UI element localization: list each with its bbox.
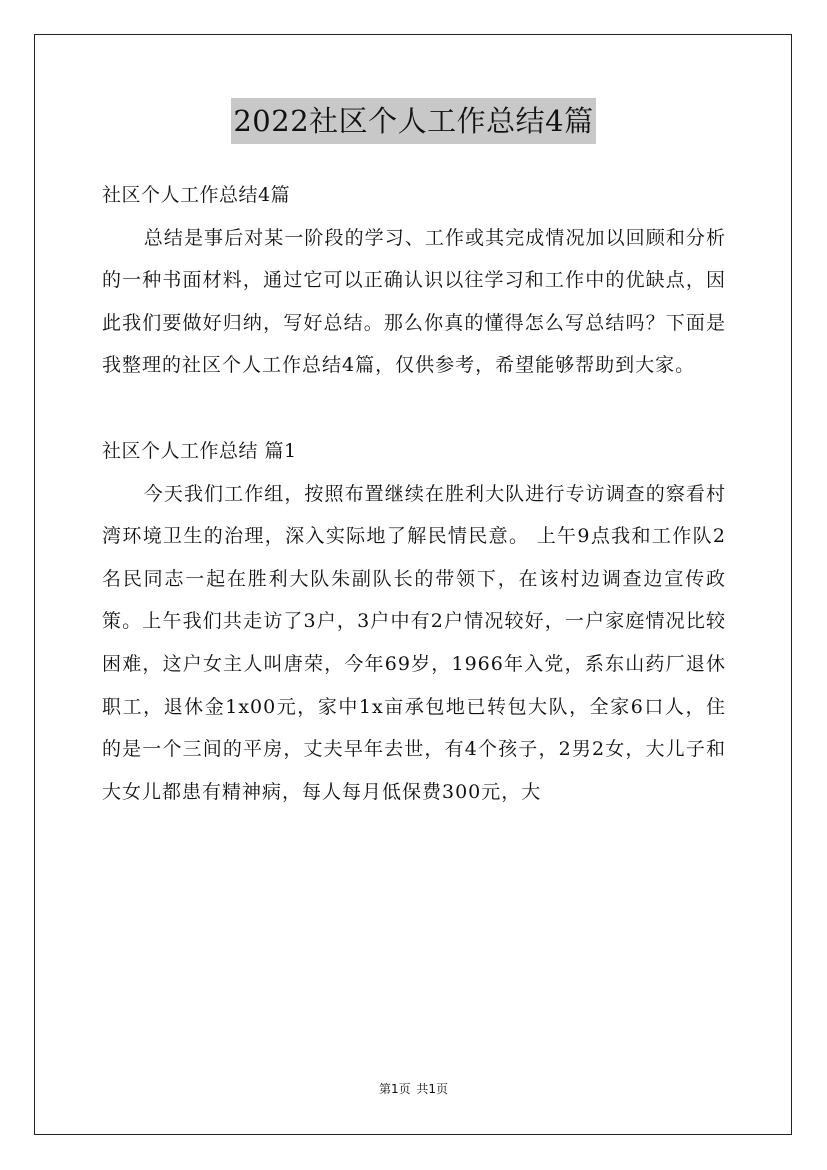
intro-paragraph: 总结是事后对某一阶段的学习、工作或其完成情况加以回顾和分析的一种书面材料，通过它可以正确认识以往学习和工作中的优缺点，因此我们要做好归纳，写好总结。那么你真的懂得怎么写总结吗？下面是我整理的社区个人工作总结4篇，仅供参考，希望能够帮助到大家。 xyxy=(102,226,726,377)
document-body xyxy=(102,174,726,813)
section-heading: 社区个人工作总结 篇1 xyxy=(102,439,297,462)
page-footer xyxy=(0,1080,827,1098)
total-pages: 共1页 xyxy=(416,1082,449,1096)
title-container xyxy=(0,98,827,144)
section-paragraph: 今天我们工作组，按照布置继续在胜利大队进行专访调查的察看村湾环境卫生的治理，深入实际地了解民情民意。 上午9点我和工作队2名民同志一起在胜利大队朱副队长的带领下，在该村边调查边宣传政策。上午我们共走访了3户，3户中有2户情况较好，一户家庭情况比较困难，这户女主人叫唐荣，今年69岁，1966年入党，系东山药厂退休职工，退休金1x00元，家中1x亩承包地已转包大队，全家6口人，住的是一个三间的平房，丈夫早年去世，有4个孩子，2男2女，大儿子和大女儿都患有精神病，每人每月低保费300元，大 xyxy=(102,482,726,803)
document-subtitle: 社区个人工作总结4篇 xyxy=(102,184,291,206)
page-number: 第1页 xyxy=(378,1082,411,1096)
document-title: 2022社区个人工作总结4篇 xyxy=(231,98,595,144)
